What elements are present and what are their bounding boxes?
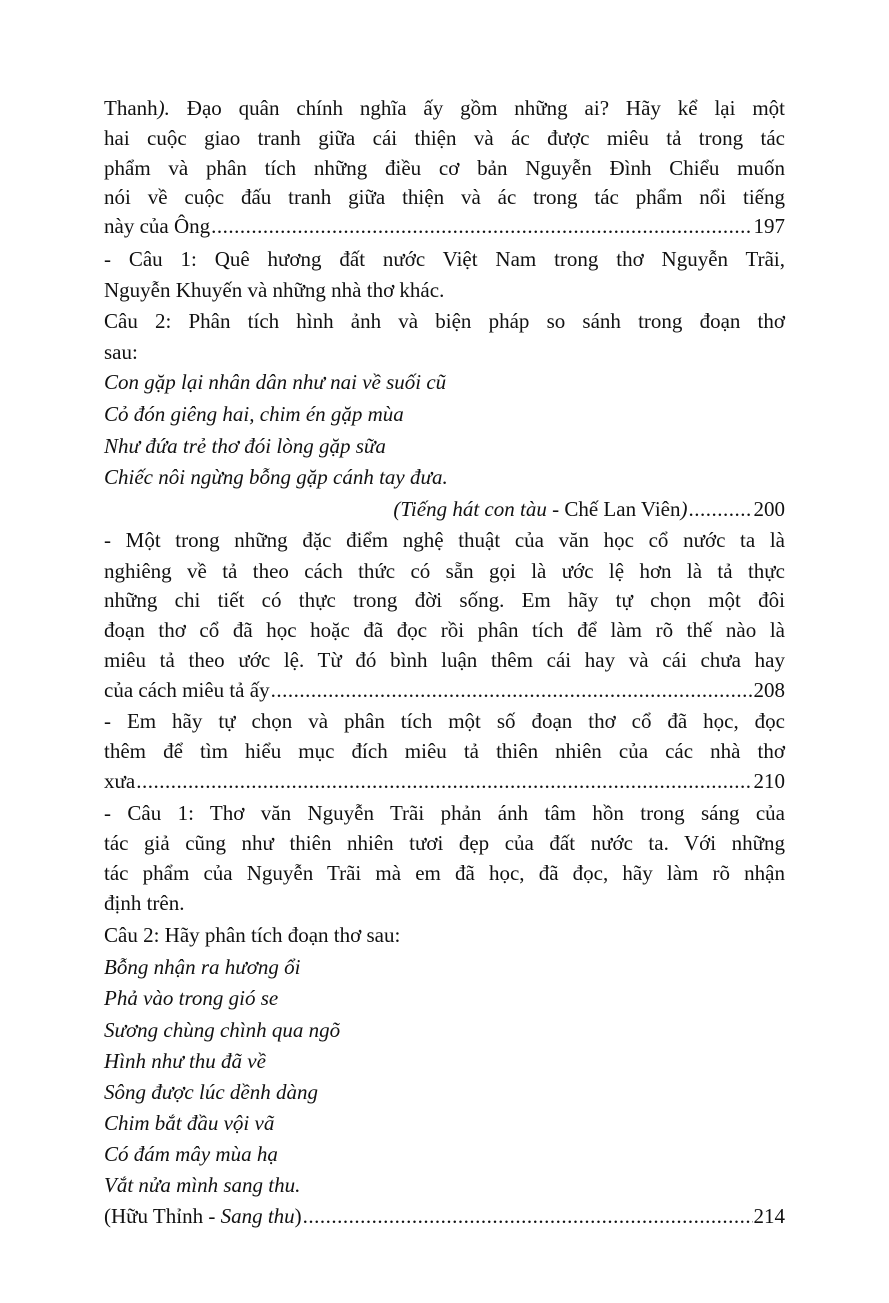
text-segment: - Em hãy tự chọn và phân tích một số đoạn thơ cổ đã học, đọc	[104, 709, 785, 733]
text-segment: (Tiếng hát con tàu	[393, 497, 547, 521]
toc-entry-text	[393, 494, 687, 524]
text-segment: - Chế Lan Viên	[546, 497, 681, 521]
text-segment: nghiêng về tả theo cách thức có sẵn gọi là ước lệ hơn là tả thực	[104, 559, 785, 583]
text-segment: tác giả cũng như thiên nhiên tươi đẹp của đất nước ta. Với những	[104, 831, 785, 855]
text-segment: ).	[157, 96, 170, 120]
text-line	[104, 888, 785, 918]
toc-entry-line	[104, 211, 785, 241]
text-line	[104, 585, 785, 615]
text-line	[104, 798, 785, 828]
text-segment: sau:	[104, 340, 138, 364]
text-segment: Con gặp lại nhân dân như nai về suối cũ	[104, 370, 447, 394]
text-segment: Thanh	[104, 96, 158, 120]
text-line	[104, 93, 785, 123]
text-line	[104, 182, 785, 212]
text-segment: Câu 2: Hãy phân tích đoạn thơ sau:	[104, 923, 401, 947]
text-segment: - Một trong những đặc điểm nghệ thuật của văn học cổ nước ta là	[104, 528, 785, 552]
text-line	[104, 615, 785, 645]
text-segment: - Câu 1: Thơ văn Nguyễn Trãi phản ánh tâm hồn trong sáng của	[104, 801, 785, 825]
text-line	[104, 858, 785, 888]
text-segment: Chiếc nôi ngừng bỗng gặp cánh tay đưa.	[104, 465, 448, 489]
toc-entry-text	[104, 211, 210, 241]
toc-entry-line	[104, 766, 785, 796]
text-line	[104, 525, 785, 555]
text-segment: Như đứa trẻ thơ đói lòng gặp sữa	[104, 434, 386, 458]
text-segment: Đạo quân chính nghĩa ấy gồm những ai? Hãy kể lại một	[169, 96, 785, 120]
text-segment: Nguyễn Khuyến và những nhà thơ khác.	[104, 278, 445, 302]
page-number: 208	[753, 678, 785, 702]
toc-entry-text	[104, 766, 135, 796]
page-number: 210	[753, 769, 785, 793]
text-line	[104, 275, 785, 305]
text-segment: phẩm và phân tích những điều cơ bản Nguyễn Đình Chiểu muốn	[104, 156, 785, 180]
page-number: 214	[753, 1204, 785, 1228]
text-line	[104, 244, 785, 274]
text-line	[104, 337, 785, 367]
text-segment: của cách miêu tả ấy	[104, 678, 270, 702]
page-number: 200	[753, 497, 785, 521]
text-segment: )	[680, 497, 688, 521]
text-segment: Phả vào trong gió se	[104, 986, 279, 1010]
text-segment: định trên.	[104, 891, 185, 915]
text-line	[104, 1108, 785, 1138]
text-line	[104, 828, 785, 858]
text-line	[104, 983, 785, 1013]
text-segment: Bỗng nhận ra hương ổi	[104, 955, 301, 979]
text-segment: hai cuộc giao tranh giữa cái thiện và ác được miêu tả trong tác	[104, 126, 785, 150]
text-segment: nói về cuộc đấu tranh giữa thiện và ác trong tác phẩm nổi tiếng	[104, 185, 785, 209]
page-number: 197	[753, 214, 785, 238]
text-segment: - Câu 1: Quê hương đất nước Việt Nam trong thơ Nguyễn Trãi,	[104, 247, 785, 271]
text-line	[104, 1015, 785, 1045]
toc-entry-text	[104, 675, 270, 705]
text-segment: những chi tiết có thực trong đời sống. Em hãy tự chọn một đôi	[104, 588, 785, 612]
text-line	[104, 556, 785, 586]
toc-entry-line	[104, 675, 785, 705]
text-line	[104, 736, 785, 766]
text-line	[104, 462, 785, 492]
text-segment: Cỏ đón giêng hai, chim én gặp mùa	[104, 402, 404, 426]
text-segment: Hình như thu đã về	[104, 1049, 266, 1073]
text-segment: miêu tả theo ước lệ. Từ đó bình luận thêm cái hay và cái chưa hay	[104, 648, 785, 672]
text-segment: (Hữu Thỉnh -	[104, 1204, 221, 1228]
text-segment: Có đám mây mùa hạ	[104, 1142, 278, 1166]
text-line	[104, 431, 785, 461]
text-line	[104, 367, 785, 397]
text-line	[104, 399, 785, 429]
text-line	[104, 706, 785, 736]
text-segment: tác phẩm của Nguyễn Trãi mà em đã học, đã đọc, hãy làm rõ nhận	[104, 861, 785, 885]
text-segment: )	[294, 1204, 302, 1228]
text-line	[104, 1139, 785, 1169]
dot-leader	[689, 494, 753, 524]
text-line	[104, 123, 785, 153]
text-segment: xưa	[104, 769, 136, 793]
text-line	[104, 1170, 785, 1200]
toc-entry-line	[104, 1201, 785, 1231]
text-segment: Vắt nửa mình sang thu.	[104, 1173, 301, 1197]
text-segment: này của Ông	[104, 214, 211, 238]
dot-leader	[303, 1201, 753, 1231]
text-line	[104, 153, 785, 183]
dot-leader	[271, 675, 753, 705]
text-segment: Sông được lúc dềnh dàng	[104, 1080, 318, 1104]
text-line	[104, 306, 785, 336]
text-line	[104, 1077, 785, 1107]
toc-entry-text	[104, 1201, 302, 1231]
text-segment: Sương chùng chình qua ngõ	[104, 1018, 341, 1042]
dot-leader	[211, 211, 752, 241]
text-line	[104, 645, 785, 675]
text-segment: đoạn thơ cổ đã học hoặc đã đọc rồi phân tích để làm rõ thế nào là	[104, 618, 785, 642]
text-segment: Câu 2: Phân tích hình ảnh và biện pháp so sánh trong đoạn thơ	[104, 309, 785, 333]
toc-entry-line	[104, 494, 785, 524]
text-segment: Chim bắt đầu vội vã	[104, 1111, 275, 1135]
text-segment: Sang thu	[220, 1204, 295, 1228]
text-line	[104, 920, 785, 950]
text-line	[104, 952, 785, 982]
text-segment: thêm để tìm hiểu mục đích miêu tả thiên nhiên của các nhà thơ	[104, 739, 785, 763]
text-line	[104, 1046, 785, 1076]
dot-leader	[136, 766, 752, 796]
